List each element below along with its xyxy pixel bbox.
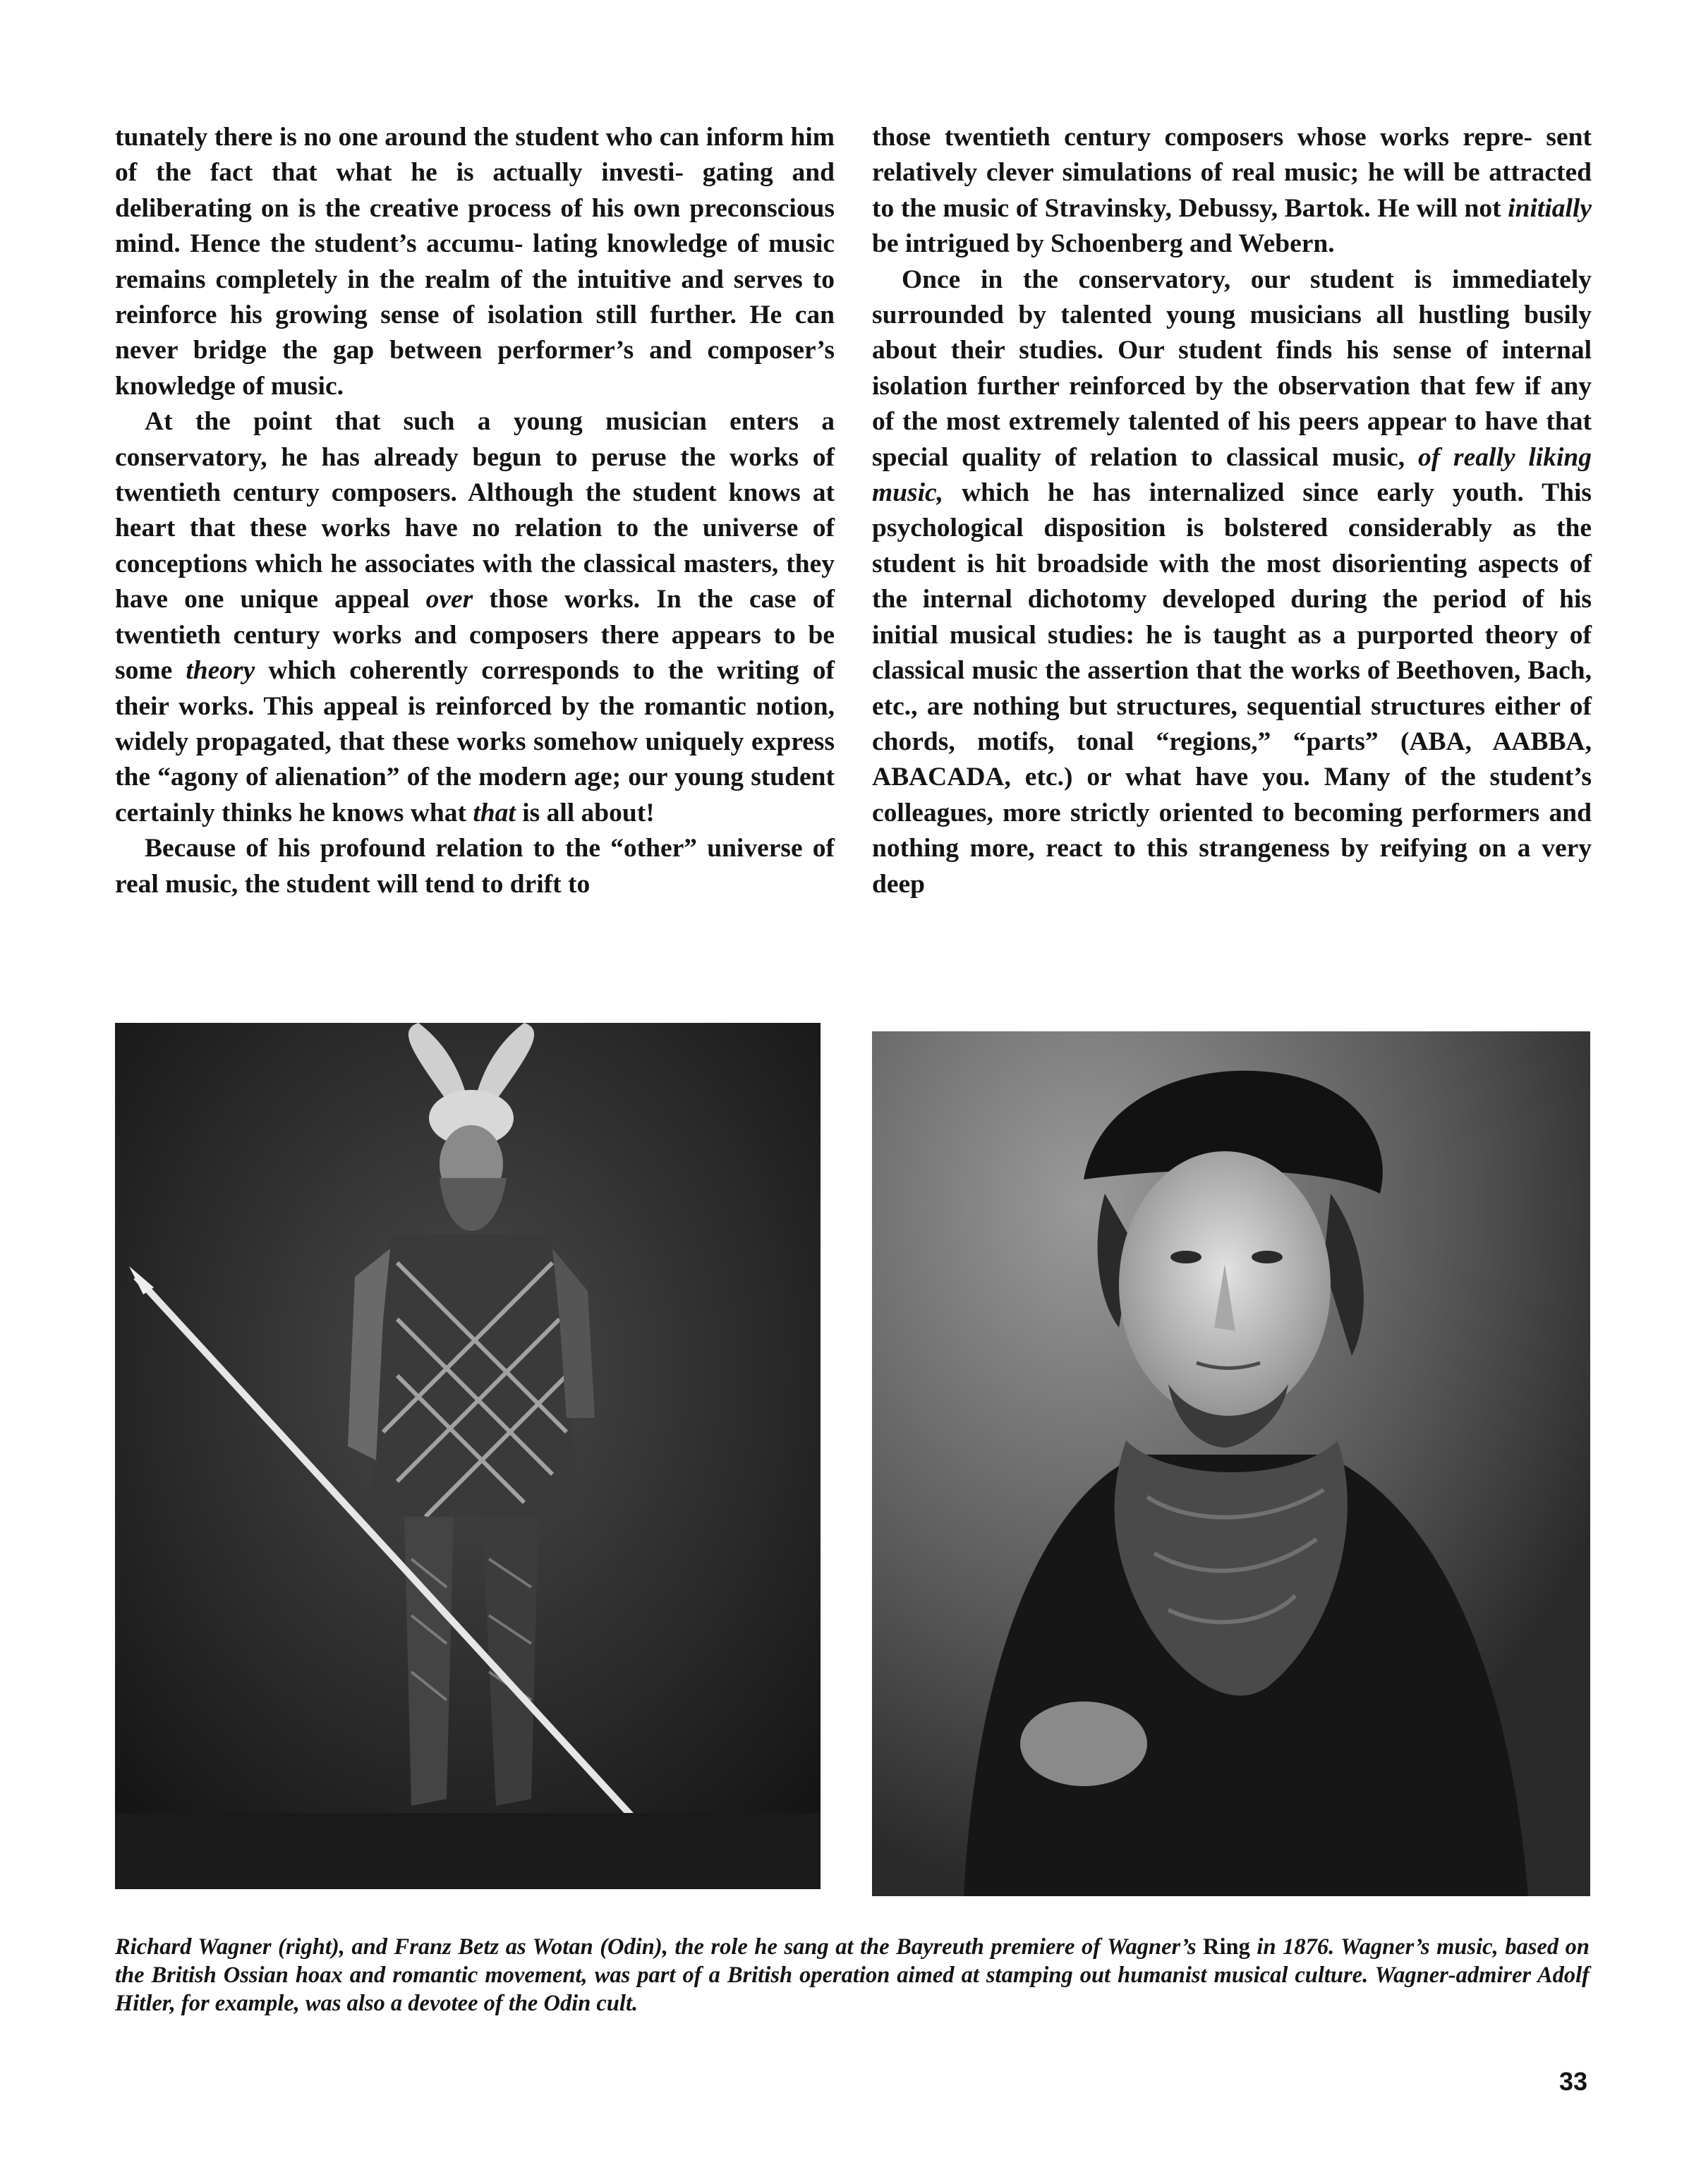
left-paragraph-2-text-d: is all about! bbox=[515, 798, 655, 827]
caption-text-b: in 1876. Wagner’s music, based on the British Ossian hoax and romantic movement, was part of a British operation aimed at stamping out humanist musical culture. Wagner-admirer Adolf Hitler, for example, was also a devotee of the Odin cult. bbox=[115, 1934, 1590, 2016]
left-paragraph-2 bbox=[115, 404, 835, 831]
right-paragraph-1-text-a: those twentieth century composers whose works repre- sent relatively clever simulations of real music; he will be attracted to the music of Stravinsky, Debussy, Bartok. He will not bbox=[872, 123, 1592, 223]
right-paragraph-1 bbox=[872, 120, 1592, 262]
left-paragraph-2-text-b: those works. In the case of twentieth century works and composers there appears to be some bbox=[115, 585, 835, 686]
right-paragraph-2-text-b: which he has internalized since early youth. This psychological disposition is bolstered considerably as the student is hit broadside with the most disorienting aspects of the internal dichotomy developed during the period of his initial musical studies: he is taught as a purported theory of classical music the assertion that the works of Beethoven, Bach, etc., are nothing but structures, sequential structures either of chords, motifs, tonal “regions,” “parts” (ABA, AABBA, ABACADA, etc.) or what have you. Many of the student’s colleagues, more strictly oriented to becoming performers and nothing more, react to this strangeness by reifying on a very deep bbox=[872, 478, 1592, 899]
left-paragraph-2-text-a: At the point that such a young musician enters a conservatory, he has already begun to peruse the works of twentieth century composers. Although the student knows at heart that these works have no relation to the universe of conceptions which he associates with the classical masters, they have one unique appeal bbox=[115, 407, 835, 614]
photo-caption bbox=[115, 1933, 1590, 2018]
page-number: 33 bbox=[1559, 2067, 1588, 2096]
emphasis-that: that bbox=[473, 798, 516, 827]
wotan-costume-photo bbox=[115, 1023, 821, 1889]
caption-ring-title: Ring bbox=[1203, 1934, 1250, 1960]
right-paragraph-2 bbox=[872, 262, 1592, 902]
right-paragraph-2-text-a: Once in the conservatory, our student is immediately surrounded by talented young musicians all hustling busily about their studies. Our student finds his sense of internal isolation further reinforced by the observation that few if any of the most extremely talented of his peers appear to have that special quality of relation to classical music, bbox=[872, 265, 1592, 472]
emphasis-initially: initially bbox=[1508, 193, 1592, 223]
wagner-portrait-illustration bbox=[872, 1031, 1590, 1896]
wotan-figure-illustration bbox=[115, 1023, 821, 1889]
right-paragraph-1-text-b: be intrigued by Schoenberg and Webern. bbox=[872, 229, 1335, 259]
emphasis-theory: theory bbox=[186, 656, 255, 686]
emphasis-over: over bbox=[425, 585, 473, 614]
left-paragraph-1: tunately there is no one around the student who can inform him of the fact that what he is actually investi- gating and deliberating on is the creative process of his own preconscious mind. Hence the student’s accumu- lating knowledge of music remains completely in the realm of the intuitive and serves to reinforce his growing sense of isolation still further. He can never bridge the gap between performer’s and composer’s knowledge of music. bbox=[115, 123, 835, 401]
left-column bbox=[115, 120, 835, 902]
caption-text-a: Richard Wagner (right), and Franz Betz as Wotan (Odin), the role he sang at the Bayreuth premiere of Wagner’s bbox=[115, 1934, 1204, 1960]
right-column bbox=[872, 120, 1592, 902]
wagner-portrait-photo bbox=[872, 1031, 1590, 1896]
left-paragraph-3: Because of his profound relation to the “other” universe of real music, the student will tend to drift to bbox=[115, 834, 835, 899]
left-paragraph-2-text-c: which coherently corresponds to the writing of their works. This appeal is reinforced by the romantic notion, widely propagated, that these works somehow uniquely express the “agony of alienation” of the modern age; our young student certainly thinks he knows what bbox=[115, 656, 835, 827]
emphasis-really-liking-music: of really liking music, bbox=[872, 442, 1592, 508]
